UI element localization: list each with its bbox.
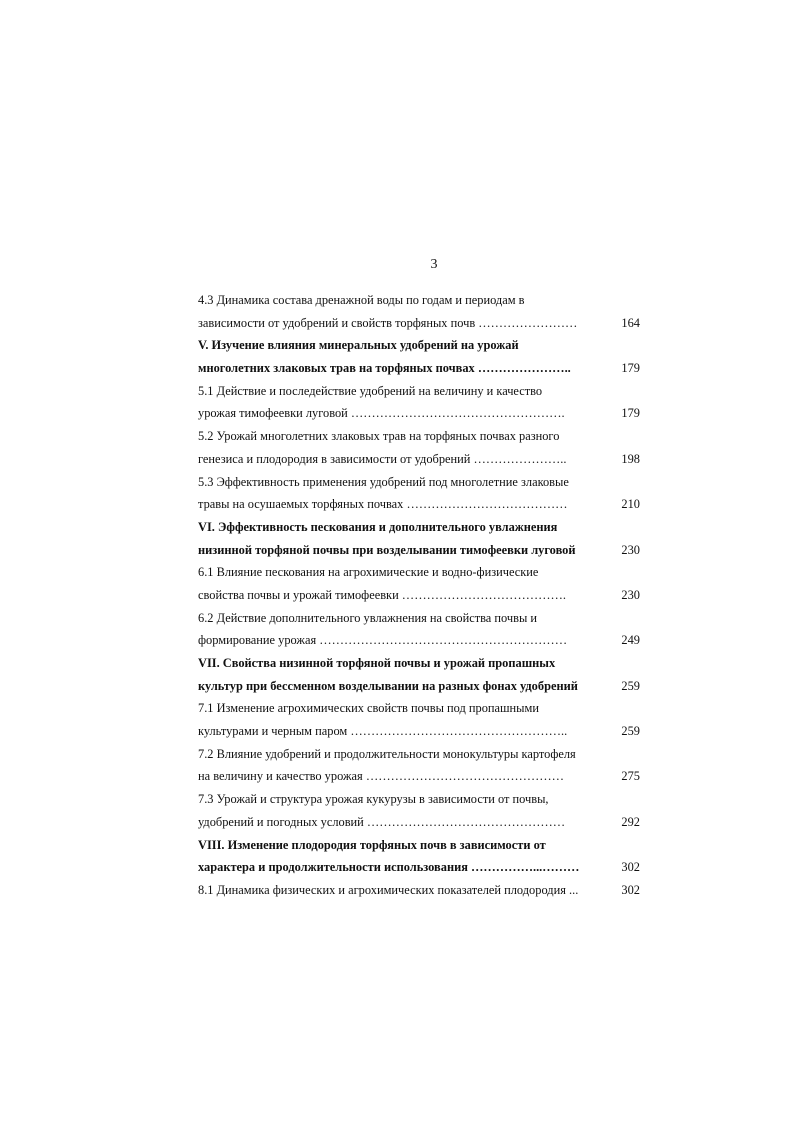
toc-entry-text: 5.2 Урожай многолетних злаковых трав на торфяных почвах разного — [198, 429, 560, 444]
toc-line — [198, 402, 640, 425]
toc-entry-page: 275 — [621, 769, 640, 784]
toc-entry-page: 302 — [621, 882, 640, 897]
toc-line — [198, 516, 640, 539]
toc-entry-page: 259 — [621, 724, 640, 739]
toc-line — [198, 493, 640, 516]
toc-line — [198, 743, 640, 766]
toc-line — [198, 312, 640, 335]
toc-entry-page: 249 — [621, 633, 640, 648]
toc-line — [198, 539, 640, 562]
toc-line — [198, 561, 640, 584]
toc-entry-text: 7.2 Влияние удобрений и продолжительности монокультуры картофеля — [198, 746, 576, 761]
toc-line — [198, 380, 640, 403]
toc-line — [198, 607, 640, 630]
toc-entry-text: 7.1 Изменение агрохимических свойств почвы под пропашными — [198, 701, 539, 716]
toc-line — [198, 765, 640, 788]
toc-entry-text: 6.2 Действие дополнительного увлажнения на свойства почвы и — [198, 610, 538, 625]
toc-entry-page: 230 — [621, 587, 640, 602]
toc-entry-text: культур при бессменном возделывании на разных фонах удобрений — [198, 678, 578, 693]
toc-line — [198, 675, 640, 698]
toc-entry-page: 164 — [621, 315, 640, 330]
toc-line — [198, 448, 640, 471]
toc-entry-page: 292 — [621, 814, 640, 829]
toc-entry-text: VI. Эффективность пескования и дополнительного увлажнения — [198, 519, 558, 534]
toc-entry-page: 302 — [621, 860, 640, 875]
toc-entry-text: культурами и черным паром …………………………………………….. — [198, 724, 568, 739]
toc-entry-text: V. Изучение влияния минеральных удобрений на урожай — [198, 338, 519, 353]
toc-line — [198, 357, 640, 380]
toc-entry-text: генезиса и плодородия в зависимости от удобрений ………………….. — [198, 451, 567, 466]
toc-line — [198, 788, 640, 811]
toc-line — [198, 697, 640, 720]
toc-entry-text: урожая тимофеевки луговой ……………………………………………. — [198, 406, 565, 421]
toc-entry-page: 179 — [621, 406, 640, 421]
toc-entry-text: на величину и качество урожая ………………………………………… — [198, 769, 565, 784]
table-of-contents — [198, 289, 640, 902]
toc-line — [198, 629, 640, 652]
toc-line — [198, 584, 640, 607]
toc-entry-text: удобрений и погодных условий ………………………………………… — [198, 814, 566, 829]
toc-entry-text: 6.1 Влияние пескования на агрохимические и водно-физические — [198, 565, 539, 580]
toc-line — [198, 834, 640, 857]
toc-entry-page: 230 — [621, 542, 640, 557]
page-number: 3 — [430, 257, 438, 272]
toc-line — [198, 879, 640, 902]
toc-entry-text: 5.3 Эффективность применения удобрений под многолетние злаковые — [198, 474, 569, 489]
toc-entry-text: 5.1 Действие и последействие удобрений на величину и качество — [198, 383, 543, 398]
toc-entry-text: формирование урожая …………………………………………………… — [198, 633, 568, 648]
toc-entry-text: VIII. Изменение плодородия торфяных почв в зависимости от — [198, 837, 546, 852]
toc-entry-text: 4.3 Динамика состава дренажной воды по годам и периодам в — [198, 293, 525, 307]
toc-line — [198, 811, 640, 834]
toc-line — [198, 652, 640, 675]
toc-entry-text: многолетних злаковых трав на торфяных почвах ………………….. — [198, 361, 571, 376]
toc-line — [198, 334, 640, 357]
toc-entry-text: низинной торфяной почвы при возделывании тимофеевки луговой — [198, 542, 576, 557]
toc-entry-page: 210 — [621, 497, 640, 512]
toc-entry-text: VII. Свойства низинной торфяной почвы и урожай пропашных — [198, 656, 556, 670]
toc-line — [198, 720, 640, 743]
toc-entry-text: характера и продолжительности использования ……………...……… — [198, 860, 580, 875]
toc-line — [198, 289, 640, 312]
toc-entry-text: травы на осушаемых торфяных почвах ………………………………… — [198, 497, 568, 512]
toc-entry-page: 259 — [621, 678, 640, 693]
toc-entry-text: зависимости от удобрений и свойств торфяных почв …………………… — [198, 315, 578, 330]
toc-entry-text: 8.1 Динамика физических и агрохимических показателей плодородия ... — [198, 882, 579, 897]
toc-entry-page: 179 — [621, 361, 640, 376]
toc-line — [198, 471, 640, 494]
toc-line — [198, 425, 640, 448]
toc-line — [198, 856, 640, 879]
toc-entry-text: свойства почвы и урожай тимофеевки …………………………………. — [198, 587, 566, 602]
toc-entry-page: 198 — [621, 451, 640, 466]
toc-entry-text: 7.3 Урожай и структура урожая кукурузы в зависимости от почвы, — [198, 792, 549, 807]
